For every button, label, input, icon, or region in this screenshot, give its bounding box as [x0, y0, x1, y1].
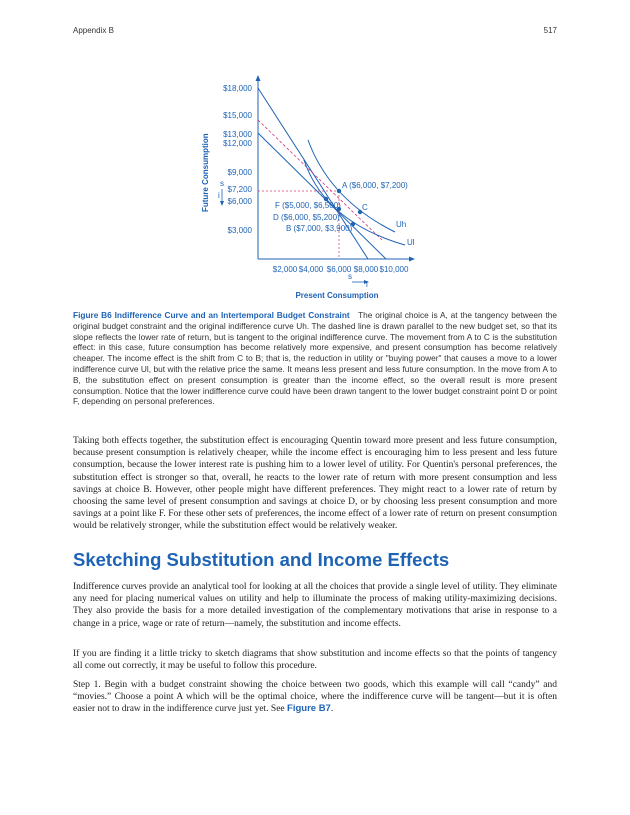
dashed-parallel-line [258, 120, 382, 240]
y-arrow-label-i: i [218, 191, 220, 200]
y-tick: $3,000 [227, 226, 252, 235]
new-budget-line [258, 133, 386, 259]
indifference-curve-figure [190, 74, 440, 306]
paragraph-procedure-intro: If you are finding it a little tricky to sketch diagrams that show substitution and income effects so that the points of tangency all come out correctly, it may be useful to follow this procedure. [73, 649, 557, 672]
point-label-f: F ($5,000, $6,500) [275, 201, 341, 210]
y-tick: $13,000 [223, 130, 252, 139]
x-tick: $6,000 [326, 265, 352, 274]
figure-caption [73, 310, 557, 407]
point-label-a: A ($6,000, $7,200) [342, 181, 408, 190]
point-label-d: D ($6,000, $5,200) [273, 213, 340, 222]
step-1-end: . [330, 704, 334, 715]
y-tick: $12,000 [223, 139, 252, 148]
y-axis-title: Future Consumption [201, 133, 210, 212]
page-number: 517 [543, 26, 557, 35]
x-arrow-label-i: i [366, 280, 368, 289]
x-arrow-label-s: s [348, 272, 352, 281]
y-tick: $6,000 [227, 197, 252, 206]
x-tick: $8,000 [353, 265, 379, 274]
x-tick: $2,000 [272, 265, 298, 274]
y-arrow-label-s: s [220, 179, 224, 188]
x-tick: $10,000 [379, 265, 409, 274]
section-heading: Sketching Substitution and Income Effects [73, 549, 450, 570]
paragraph-indifference-curves: Indifference curves provide an analytical tool for looking at all the choices that provide a single level of utility. They eliminate any need for placing numerical values on utility and help to illuminate the process of making utility-maximizing decisions. They also provide the basis for a more detailed investigation of the complementary motivations that arise in response to a change in a price, wage or rate of return—namely, the substitution and income effects. [73, 582, 557, 629]
running-header: Appendix B [73, 26, 114, 35]
figure-caption-text: The original choice is A, at the tangency between the original budget constraint and the original indifference curve Uh. The dashed line is drawn parallel to the new budget set, so that its slope reflects the lower rate of return, but is tangent to the original indifference curve. The movement from A to C is the substitution effect: in this case, future consumption has become relatively more expensive, and present consumption has become relatively cheaper. The income effect is the shift from C to B; that is, the reduction in utility or "buying power" that causes a move to a lower indifference curve Ul, but with the relative price the same. It means less present and less future consumption. In the move from A to B, the substitution effect on present consumption is greater than the income effect, so the overall result is more present consumption. Notice that the lower indifference curve could have been drawn tangent to the lower budget constraint point D or point F, depending on personal preferences. [73, 310, 558, 407]
point-a [337, 189, 341, 193]
paragraph-effects-together: Taking both effects together, the substitution effect is encouraging Quentin toward more present and less future consumption, because present consumption is relatively cheaper, while the income effect is encouraging him to less present and less future consumption, because the lower interest rate is pushing him to a lower level of utility. For Quentin's personal preferences, the substitution effect is stronger so that, overall, he reacts to the lower rate of return with more present consumption and less savings at choice B. However, other people might have different preferences. They might react to a lower rate of return by choosing the same level of present consumption and savings at choice D, or by choosing less present consumption and more savings at a point like F. For these other sets of preferences, the income effect of a lower rate of return on present consumption would be relatively stronger, while the substitution effect would be relatively weaker. [73, 436, 557, 532]
x-axis-title: Present Consumption [295, 291, 379, 300]
figure-caption-title: Figure B6 Indifference Curve and an Intertemporal Budget Constraint [73, 310, 350, 320]
point-label-c: C [362, 203, 368, 212]
x-tick: $4,000 [298, 265, 324, 274]
paragraph-step-1 [73, 679, 557, 716]
step-1-text: Step 1. Begin with a budget constraint showing the choice between two goods, which this example will call “candy” and “movies.” Choose a point A which will be the optimal choice, where the indifference curve will be tangent—but it is often easier not to draw in the indifference curve just yet. See [73, 680, 557, 715]
curve-label-ul: Ul [407, 238, 415, 247]
point-label-b: B ($7,000, $3,900) [286, 224, 353, 233]
y-tick: $9,000 [227, 168, 252, 177]
y-tick: $18,000 [223, 84, 252, 93]
y-tick: $15,000 [223, 111, 252, 120]
x-tick-labels [273, 265, 409, 274]
figure-b7-link[interactable]: Figure B7 [287, 703, 331, 715]
y-tick: $7,200 [227, 185, 252, 194]
y-tick-labels [223, 84, 252, 235]
curve-label-uh: Uh [396, 220, 407, 229]
